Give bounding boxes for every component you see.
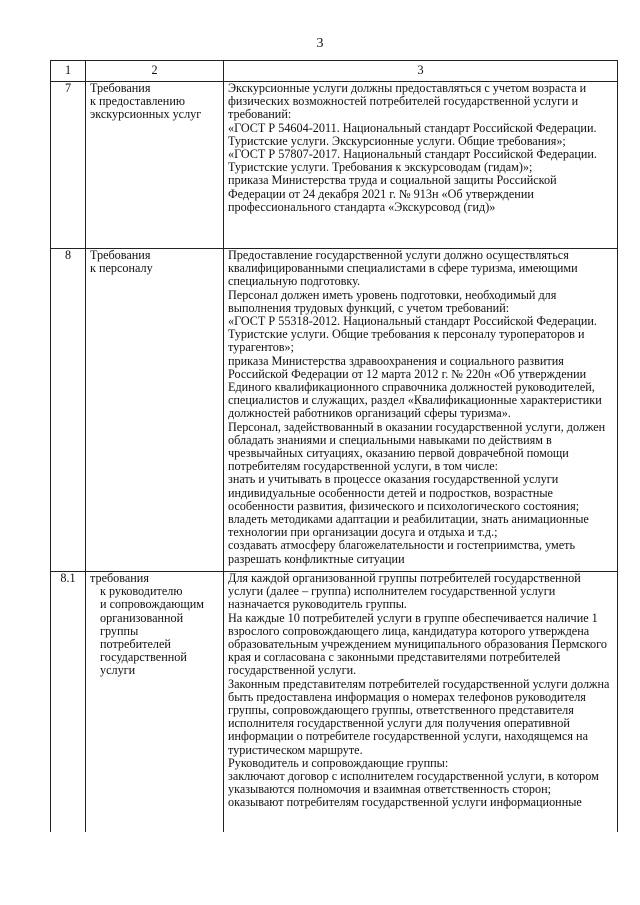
row-title-line: организованной xyxy=(100,610,184,625)
paragraph: Законным представителям потребителей государственной услуги должна быть предоставлена информация о номерах телефонов руководителя группы, сопровождающего группы, ответственного представителя исполнителя государственной услуги для получения оперативной информации о потребителе государственной услуги, находящемся на туристическом маршруте. xyxy=(228,676,610,757)
paragraph: Предоставление государственной услуги должно осуществляться квалифицированными специалистами в сфере туризма, имеющими специальную подготовку. xyxy=(228,248,578,289)
column-header: 1 xyxy=(51,61,86,82)
page-number: 3 xyxy=(316,36,324,51)
row-number: 8.1 xyxy=(51,572,86,833)
requirements-table xyxy=(50,60,618,832)
row-title-line: Требования xyxy=(90,81,151,95)
row-content xyxy=(224,572,618,833)
paragraph: Экскурсионные услуги должны предоставляться с учетом возраста и физических возможностей потребителей государственной услуги и требований: xyxy=(228,81,587,122)
table-row xyxy=(51,249,618,572)
row-title-line: Требования xyxy=(90,248,151,262)
row-title-line: и сопровождающим xyxy=(100,597,204,612)
paragraph: создавать атмосферу благожелательности и гостеприимства, уметь разрешать конфликтные ситуации xyxy=(228,538,576,566)
row-title xyxy=(86,82,224,249)
paragraph: «ГОСТ Р 55318-2012. Национальный стандарт Российской Федерации. Туристские услуги. Общие требования к персоналу туроператоров и турагентов»; xyxy=(228,314,597,355)
paragraph: приказа Министерства здравоохранения и социального развития Российской Федерации от 12 марта 2012 г. № 220н «Об утверждении Единого квалификационного справочника должностей руководителей, специалистов и служащих, раздел «Квалификационные характеристики должностей работников организаций сферы туризма». xyxy=(228,353,602,421)
row-content xyxy=(224,82,618,249)
paragraph: Для каждой организованной группы потребителей государственной услуги (далее – группа) исполнителем государственной услуги назначается руководитель группы. xyxy=(228,571,581,612)
paragraph: оказывают потребителям государственной услуги информационные xyxy=(228,795,582,810)
paragraph: «ГОСТ Р 57807-2017. Национальный стандарт Российской Федерации. Туристские услуги. Требования к экскурсоводам (гидам)»; xyxy=(228,147,597,175)
row-title-line: экскурсионных услуг xyxy=(90,107,202,122)
row-title-line: государственной xyxy=(100,650,187,665)
paragraph: владеть методиками адаптации и реабилитации, знать анимационные технологии при организации досуга и отдыха и т.д.; xyxy=(228,512,589,540)
row-title xyxy=(86,572,224,833)
paragraph: знать и учитывать в процессе оказания государственной услуги индивидуальные особенности детей и подростков, возрастные особенности развития, физического и психологического состояния; xyxy=(228,472,580,513)
row-title-line: к руководителю xyxy=(100,584,183,599)
row-title xyxy=(86,249,224,572)
row-title-line: группы xyxy=(100,623,139,638)
column-header: 2 xyxy=(86,61,224,82)
column-header: 3 xyxy=(224,61,618,82)
paragraph: Персонал должен иметь уровень подготовки, необходимый для выполнения трудовых функций, с учетом требований: xyxy=(228,287,557,315)
row-title-line: требования xyxy=(90,571,149,585)
row-number: 8 xyxy=(51,249,86,572)
table-row xyxy=(51,82,618,249)
table-header-row xyxy=(51,61,618,82)
paragraph: Персонал, задействованный в оказании государственной услуги, должен обладать знаниями и специальными навыками по действиям в чрезвычайных ситуациях, оказанию первой доврачебной помощи потребителям государственной услуги, в том числе: xyxy=(228,419,606,474)
paragraph: Руководитель и сопровождающие группы: xyxy=(228,755,449,770)
row-title-line: к персоналу xyxy=(90,261,153,276)
row-title-line: к предоставлению xyxy=(90,94,185,109)
row-number: 7 xyxy=(51,82,86,249)
paragraph: заключают договор с исполнителем государственной услуги, в котором указываются полномочия и взаимная ответственность сторон; xyxy=(228,769,599,797)
row-title-line: потребителей xyxy=(100,637,171,652)
row-title-line: услуги xyxy=(100,663,136,678)
row-content xyxy=(224,249,618,572)
paragraph: приказа Министерства труда и социальной защиты Российской Федерации от 24 декабря 2021 г. № 913н «Об утверждении профессионального стандарта «Экскурсовод (гид)» xyxy=(228,173,557,214)
paragraph: «ГОСТ Р 54604-2011. Национальный стандарт Российской Федерации. Туристские услуги. Экскурсионные услуги. Общие требования»; xyxy=(228,120,597,148)
table-row xyxy=(51,572,618,833)
paragraph: На каждые 10 потребителей услуги в группе обеспечивается наличие 1 взрослого сопровождающего лица, кандидатура которого утверждена образовательным учреждением муниципального образования Пермского края и согласована с законными представителями потребителей государственной услуги. xyxy=(228,610,607,678)
